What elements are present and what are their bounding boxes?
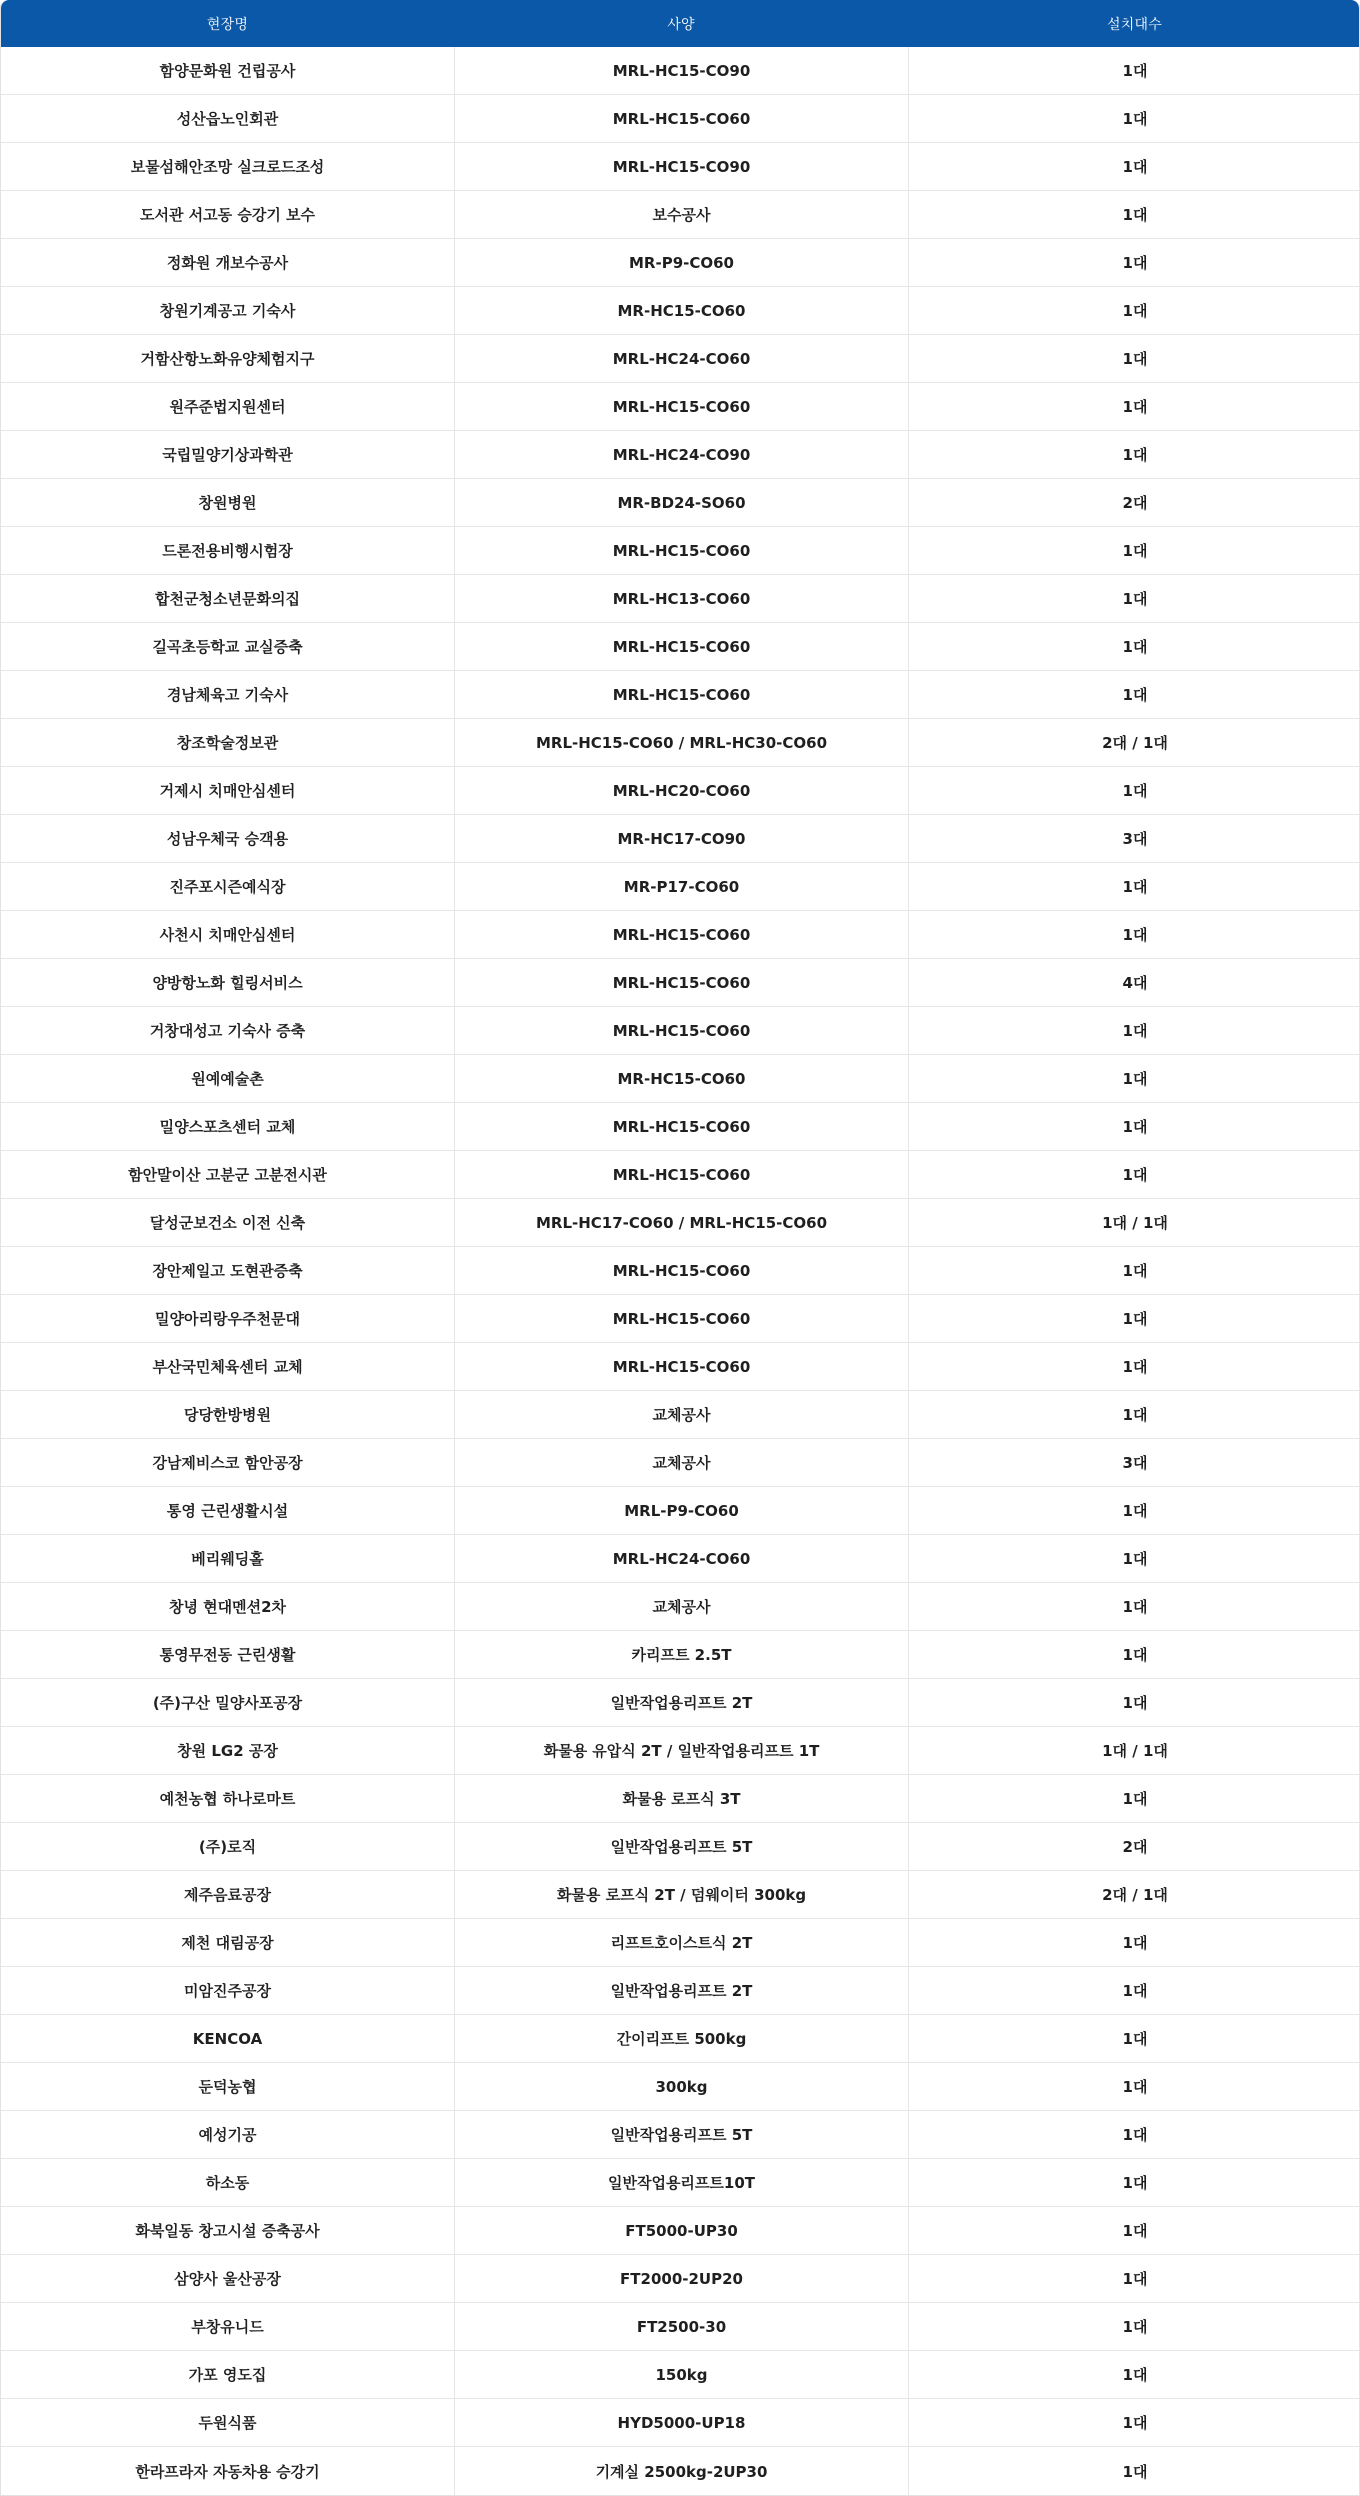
spec-cell: 일반작업용리프트 2T: [454, 1967, 908, 2014]
site-name-cell: 거함산항노화유양체험지구: [140, 350, 315, 368]
spec-cell: MR-HC15-CO60: [454, 287, 908, 334]
site-name-cell: (주)구산 밀양사포공장: [152, 1694, 303, 1712]
site-name-cell: 경남체육고 기숙사: [166, 686, 289, 704]
site-name-cell: 창원 LG2 공장: [177, 1742, 278, 1760]
site-name-cell: 부산국민체육센터 교체: [152, 1358, 303, 1376]
site-name-cell: 화북일동 창고시설 증축공사: [135, 2222, 320, 2240]
quantity-cell: 2대: [908, 479, 1360, 526]
spec-cell: FT5000-UP30: [454, 2207, 908, 2254]
site-name-cell: 밀양스포츠센터 교체: [159, 1118, 296, 1136]
table-row: [1, 1103, 1359, 1151]
quantity-cell: 1대: [908, 239, 1360, 286]
site-name-cell: 둔덕농협: [198, 2078, 257, 2096]
spec-cell: 교체공사: [454, 1439, 908, 1486]
site-name-cell: 베리웨딩홀: [191, 1550, 264, 1568]
quantity-cell: 1대: [908, 95, 1360, 142]
quantity-cell: 1대: [908, 2399, 1360, 2446]
spec-cell: 카리프트 2.5T: [454, 1631, 908, 1678]
spec-cell: MRL-HC15-CO60: [454, 1295, 908, 1342]
site-name-cell: 보물섬해안조망 실크로드조성: [130, 158, 325, 176]
quantity-cell: 1대: [908, 1391, 1360, 1438]
site-name-cell: 길곡초등학교 교실증축: [152, 638, 303, 656]
site-name-cell: 예천농협 하나로마트: [159, 1790, 296, 1808]
quantity-cell: 1대: [908, 2351, 1360, 2398]
quantity-cell: 1대: [908, 2015, 1360, 2062]
site-name-cell: 미암진주공장: [184, 1982, 271, 2000]
table-row: [1, 479, 1359, 527]
spec-cell: 화물용 로프식 2T / 덤웨이터 300kg: [454, 1871, 908, 1918]
quantity-cell: 1대: [908, 527, 1360, 574]
spec-cell: MRL-HC15-CO60: [454, 1007, 908, 1054]
site-name-cell: 진주포시즌예식장: [169, 878, 286, 896]
spec-cell: 기계실 2500kg-2UP30: [454, 2447, 908, 2495]
quantity-cell: 3대: [908, 815, 1360, 862]
table-row: [1, 2303, 1359, 2351]
site-name-cell: 거창대성고 기숙사 증축: [149, 1022, 306, 1040]
spec-cell: 교체공사: [454, 1391, 908, 1438]
quantity-cell: 1대: [908, 1631, 1360, 1678]
quantity-cell: 1대: [908, 623, 1360, 670]
table-row: [1, 287, 1359, 335]
spec-cell: 리프트호이스트식 2T: [454, 1919, 908, 1966]
table-row: [1, 959, 1359, 1007]
table-body: [1, 47, 1359, 2495]
spec-cell: MRL-HC24-CO90: [454, 431, 908, 478]
site-name-cell: 제천 대림공장: [181, 1934, 274, 1952]
quantity-cell: 1대: [908, 767, 1360, 814]
site-name-cell: 드론전용비행시험장: [162, 542, 293, 560]
site-name-cell: 삼양사 울산공장: [174, 2270, 281, 2288]
table-row: [1, 1583, 1359, 1631]
spec-cell: MRL-HC15-CO90: [454, 47, 908, 94]
site-name-cell: 창녕 현대멘션2차: [168, 1598, 287, 1616]
quantity-cell: 4대: [908, 959, 1360, 1006]
spec-cell: MR-BD24-SO60: [454, 479, 908, 526]
spec-cell: MR-P9-CO60: [454, 239, 908, 286]
quantity-cell: 1대: [908, 575, 1360, 622]
quantity-cell: 1대: [908, 2063, 1360, 2110]
site-name-cell: 합천군청소년문화의집: [155, 590, 300, 608]
spec-cell: MRL-HC15-CO60: [454, 959, 908, 1006]
site-name-cell: 통영무전동 근린생활: [159, 1646, 296, 1664]
site-name-cell: 원주준법지원센터: [169, 398, 286, 416]
quantity-cell: 1대: [908, 383, 1360, 430]
spec-cell: MRL-HC15-CO60: [454, 1247, 908, 1294]
spec-cell: MRL-HC24-CO60: [454, 335, 908, 382]
site-name-cell: 제주음료공장: [184, 1886, 271, 1904]
quantity-cell: 1대: [908, 1343, 1360, 1390]
quantity-cell: 1대: [908, 1583, 1360, 1630]
spec-cell: MRL-HC15-CO60: [454, 1151, 908, 1198]
table-row: [1, 1535, 1359, 1583]
site-name-cell: 하소동: [205, 2174, 250, 2192]
quantity-cell: 1대: [908, 671, 1360, 718]
spec-cell: 화물용 로프식 3T: [454, 1775, 908, 1822]
spec-cell: 150kg: [454, 2351, 908, 2398]
header-spec: 사양: [667, 16, 695, 33]
quantity-cell: 1대: [908, 287, 1360, 334]
spec-cell: FT2000-2UP20: [454, 2255, 908, 2302]
quantity-cell: 1대: [908, 2207, 1360, 2254]
site-name-cell: 당당한방병원: [184, 1406, 271, 1424]
quantity-cell: 1대: [908, 143, 1360, 190]
quantity-cell: 1대: [908, 1535, 1360, 1582]
spec-cell: MRL-HC17-CO60 / MRL-HC15-CO60: [454, 1199, 908, 1246]
table-row: [1, 431, 1359, 479]
site-name-cell: 함양문화원 건립공사: [159, 62, 296, 80]
spec-cell: MRL-HC15-CO60: [454, 623, 908, 670]
site-name-cell: 예성기공: [198, 2126, 257, 2144]
table-row: [1, 1679, 1359, 1727]
table-row: [1, 1967, 1359, 2015]
table-row: [1, 527, 1359, 575]
site-name-cell: 원예예술촌: [191, 1070, 264, 1088]
table-row: [1, 2063, 1359, 2111]
table-row: [1, 1727, 1359, 1775]
site-name-cell: 두원식품: [198, 2414, 257, 2432]
table-row: [1, 767, 1359, 815]
quantity-cell: 1대: [908, 191, 1360, 238]
site-name-cell: 가포 영도집: [188, 2366, 267, 2384]
quantity-cell: 1대 / 1대: [908, 1727, 1360, 1774]
site-name-cell: 강남제비스코 함안공장: [152, 1454, 303, 1472]
site-name-cell: 정화원 개보수공사: [166, 254, 289, 272]
quantity-cell: 1대: [908, 1103, 1360, 1150]
table-row: [1, 2207, 1359, 2255]
spec-cell: HYD5000-UP18: [454, 2399, 908, 2446]
table-row: [1, 1007, 1359, 1055]
site-name-cell: 성남우체국 승객용: [166, 830, 289, 848]
quantity-cell: 1대: [908, 431, 1360, 478]
spec-cell: MRL-HC15-CO60 / MRL-HC30-CO60: [454, 719, 908, 766]
header-quantity: 설치대수: [1107, 16, 1162, 33]
table-row: [1, 1919, 1359, 1967]
spec-cell: MR-HC15-CO60: [454, 1055, 908, 1102]
table-row: [1, 1247, 1359, 1295]
site-name-cell: 통영 근린생활시설: [166, 1502, 289, 1520]
table-row: [1, 1391, 1359, 1439]
table-row: [1, 2111, 1359, 2159]
table-row: [1, 1055, 1359, 1103]
quantity-cell: 1대: [908, 1679, 1360, 1726]
site-name-cell: 밀양아리랑우주천문대: [155, 1310, 300, 1328]
table-row: [1, 239, 1359, 287]
site-name-cell: 한라프라자 자동차용 승강기: [135, 2462, 320, 2481]
site-name-cell: 성산읍노인회관: [176, 110, 279, 128]
table-row: [1, 1439, 1359, 1487]
spec-cell: 간이리프트 500kg: [454, 2015, 908, 2062]
table-row: [1, 1151, 1359, 1199]
quantity-cell: 1대: [908, 1055, 1360, 1102]
table-row: [1, 1343, 1359, 1391]
table-row: [1, 1199, 1359, 1247]
spec-cell: MR-P17-CO60: [454, 863, 908, 910]
site-name-cell: 장안제일고 도현관증축: [152, 1262, 303, 1280]
table-row: [1, 2447, 1359, 2495]
table-row: [1, 2255, 1359, 2303]
quantity-cell: 1대: [908, 1775, 1360, 1822]
table-row: [1, 335, 1359, 383]
quantity-cell: 3대: [908, 1439, 1360, 1486]
table-row: [1, 47, 1359, 95]
table-row: [1, 95, 1359, 143]
quantity-cell: 1대: [908, 1151, 1360, 1198]
table-row: [1, 1487, 1359, 1535]
table-row: [1, 815, 1359, 863]
table-row: [1, 719, 1359, 767]
site-name-cell: 양방항노화 힐링서비스: [152, 974, 303, 992]
table-header: [1, 0, 1359, 47]
quantity-cell: 1대: [908, 2159, 1360, 2206]
spec-cell: MRL-HC15-CO60: [454, 671, 908, 718]
table-row: [1, 1295, 1359, 1343]
site-name-cell: 사천시 치매안심센터: [159, 926, 296, 944]
table-row: [1, 1823, 1359, 1871]
spec-cell: MRL-HC15-CO60: [454, 95, 908, 142]
table-row: [1, 2159, 1359, 2207]
quantity-cell: 1대: [908, 1967, 1360, 2014]
spec-cell: MRL-HC15-CO60: [454, 911, 908, 958]
spec-cell: MRL-HC15-CO60: [454, 527, 908, 574]
table-row: [1, 383, 1359, 431]
quantity-cell: 1대: [908, 911, 1360, 958]
spec-cell: MRL-HC15-CO60: [454, 1103, 908, 1150]
spec-cell: 일반작업용리프트 2T: [454, 1679, 908, 1726]
quantity-cell: 2대 / 1대: [908, 719, 1360, 766]
table-row: [1, 863, 1359, 911]
site-name-cell: 함안말이산 고분군 고분전시관: [128, 1166, 327, 1184]
site-name-cell: 창원병원: [198, 494, 257, 512]
quantity-cell: 1대 / 1대: [908, 1199, 1360, 1246]
table-row: [1, 623, 1359, 671]
quantity-cell: 1대: [908, 1487, 1360, 1534]
site-name-cell: 부창유니드: [191, 2318, 264, 2336]
quantity-cell: 1대: [908, 335, 1360, 382]
table-row: [1, 143, 1359, 191]
spec-cell: MRL-HC15-CO60: [454, 1343, 908, 1390]
spec-cell: MRL-HC15-CO60: [454, 383, 908, 430]
spec-cell: 화물용 유압식 2T / 일반작업용리프트 1T: [454, 1727, 908, 1774]
quantity-cell: 1대: [908, 863, 1360, 910]
quantity-cell: 1대: [908, 1007, 1360, 1054]
quantity-cell: 1대: [908, 2255, 1360, 2302]
site-name-cell: 거제시 치매안심센터: [159, 782, 296, 800]
spec-cell: 보수공사: [454, 191, 908, 238]
spec-cell: MRL-HC20-CO60: [454, 767, 908, 814]
spec-cell: MR-HC17-CO90: [454, 815, 908, 862]
spec-cell: MRL-HC24-CO60: [454, 1535, 908, 1582]
table-row: [1, 1631, 1359, 1679]
table-row: [1, 191, 1359, 239]
site-name-cell: 창조학술정보관: [176, 734, 279, 752]
quantity-cell: 2대 / 1대: [908, 1871, 1360, 1918]
site-name-cell: 창원기계공고 기숙사: [159, 302, 296, 320]
site-name-cell: KENCOA: [192, 2029, 263, 2048]
quantity-cell: 1대: [908, 1919, 1360, 1966]
quantity-cell: 1대: [908, 2111, 1360, 2158]
table-row: [1, 2351, 1359, 2399]
table-row: [1, 1871, 1359, 1919]
spec-cell: 일반작업용리프트 5T: [454, 2111, 908, 2158]
quantity-cell: 1대: [908, 2303, 1360, 2350]
table-row: [1, 671, 1359, 719]
table-row: [1, 2015, 1359, 2063]
quantity-cell: 1대: [908, 2447, 1360, 2495]
spec-cell: 일반작업용리프트 5T: [454, 1823, 908, 1870]
site-name-cell: (주)로직: [198, 1838, 257, 1856]
spec-cell: 일반작업용리프트10T: [454, 2159, 908, 2206]
spec-cell: 300kg: [454, 2063, 908, 2110]
table-row: [1, 911, 1359, 959]
quantity-cell: 1대: [908, 47, 1360, 94]
spec-cell: 교체공사: [454, 1583, 908, 1630]
quantity-cell: 2대: [908, 1823, 1360, 1870]
table-row: [1, 575, 1359, 623]
table-row: [1, 2399, 1359, 2447]
quantity-cell: 1대: [908, 1295, 1360, 1342]
spec-cell: FT2500-30: [454, 2303, 908, 2350]
site-name-cell: 도서관 서고동 승강기 보수: [139, 206, 316, 224]
site-name-cell: 국립밀양기상과학관: [162, 446, 293, 464]
spec-cell: MRL-HC15-CO90: [454, 143, 908, 190]
site-name-cell: 달성군보건소 이전 신축: [149, 1214, 306, 1232]
header-site-name: 현장명: [206, 16, 249, 33]
spec-cell: MRL-P9-CO60: [454, 1487, 908, 1534]
table-row: [1, 1775, 1359, 1823]
quantity-cell: 1대: [908, 1247, 1360, 1294]
spec-cell: MRL-HC13-CO60: [454, 575, 908, 622]
